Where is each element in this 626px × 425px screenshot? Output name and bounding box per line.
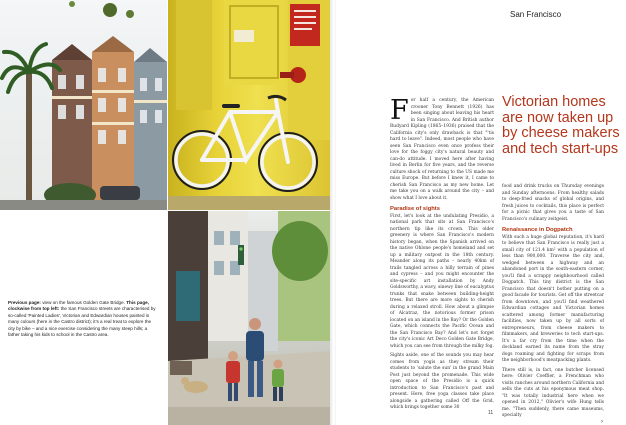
family-illustration [168,211,330,425]
pull-headline: Victorian homes are now taken up by cheese makers and tech start-ups [502,94,620,157]
caption-lead-2: This page, clockwise from top left: [8,300,149,312]
page-number: 11 [488,410,494,416]
photo-family [168,211,330,425]
body-column-2 [502,184,604,423]
paragraph-2: First, let's look at the undulating Presidio, a national park that sits at San Francisco's northern tip like its crown. This older greenery is where San Francisco's modern history began, when the Spanish arrived on the native Ohlone people's homeland and set up a military outpost in the 18th century. Meander along its paths – nearly 40km of trails tangled across a hilly terrain of pines and cypress – and you might encounter the site-specific art installation by Andy Goldsworthy, a wavy, sinewy line of eucalyptus trunks that snake between building-height trees. But there are more sights to cherish during a relaxed stroll. How about a glimpse of Alcatraz, the notorious former prison located on an island in the Bay? Or the Golden Gate, which connects the Pacific Ocean and the San Francisco Bay? And let's not forget the city's iconic Art Deco Golden Gate Bridge, which you can see from through the milky fog. [390,213,495,349]
bike-illustration [168,0,330,210]
body-column-1 [390,95,495,415]
next-page-arrow-icon[interactable]: › [601,419,603,425]
photo-caption [8,300,158,338]
paragraph-1: or half a century, the American crooner Tony Bennett (1926) has been singing about leaving his heart in San Francisco. And British author Rudyard Kipling (1865–1936) praised that the California city's only drawback is that "'tis hard to leave". Indeed, most people who have seen San Francisco even once profess their love for the foggy city's natural beauty and can-do attitude. I moved here after having lived in Berlin for five years, and the reverse culture shock of returning to the US made me miss Europe. But before I knew it, I came to cherish San Francisco as my new home. Let me take you on a walk around the city – and show what I love about it. [390,98,494,201]
page-gutter [330,0,336,425]
drop-cap: F [390,95,409,126]
photo-painted-ladies [0,0,167,210]
subhead-paradise: Paradise of sights [390,206,440,212]
painted-ladies-illustration [0,0,167,210]
paragraph-3: Sights aside, one of the sounds you may hear comes from yogis as they stream their students to 'salute the sun' in the grand Main Post just beyond the promenade. This wide open space of the Presidio is a quick introduction to San Francisco's past and present. Here, free yoga classes take place alongside a gathering called Off the Grid, which brings together some 30 [390,353,494,410]
opening-paragraph [390,95,494,202]
caption-text-2: the San Francisco streets are characterised by so-called 'Painted Ladies', Victorian and Edwardian houses painted in many colours (here in the Castro district); it's a real treat to explore the city by bike – and a nice exercise considering the many steep hills; a father taking his kids to school in the Castro area. [8,306,156,338]
paragraph-6: There still is, in fact, one butcher licensed here: Olivier Coeffier, a Frenchman who visits ranches around northern California and sells the cuts at his eponymous meat shop. "It was totally industrial here when we opened in 2012," Olivier's wife Hung tells me. "Then suddenly, there came museums, specialty [502,367,604,418]
subhead-dogpatch: Renaissance in Dogpatch [502,227,573,233]
photo-bike [168,0,330,210]
paragraph-5: With such a huge global reputation, it's hard to believe that San Francisco is really just a small city of 121.4 km² with a population of less than 900,000. Traverse the city and, wedged between a highway and an abandoned port in the south-eastern corner, you'll find a scrappy neighbourhood called Dogpatch. This tiny district is the San Francisco that doesn't bother putting on a good facade for tourists. Get off the streetcar from downtown, and you'll find weathered Edwardian cottages and Victorian homes scattered among former manufacturing facilities, now taken up by all sorts of entrepreneurs, from cheese makers to filmmakers, and breweries to tech start-ups. It's a far cry from the time when the dockland earned its name from the stray dogs roaming and fighting for scraps from the neighborhood's meatpacking plants. [502,234,604,363]
caption-text-1: view on the famous Golden Gate Bridge. [40,300,127,305]
paragraph-4: food and drink trucks on Thursday evenings and Sunday afternoons. From healthy salads to deep-fried snacks of global origins, and fresh juices to cocktails, this place is perfect for a picnic that gives you a taste of San Francisco's culinary zeitgeist. [502,184,604,222]
running-head: San Francisco [510,10,562,19]
caption-lead: Previous page: [8,300,41,305]
